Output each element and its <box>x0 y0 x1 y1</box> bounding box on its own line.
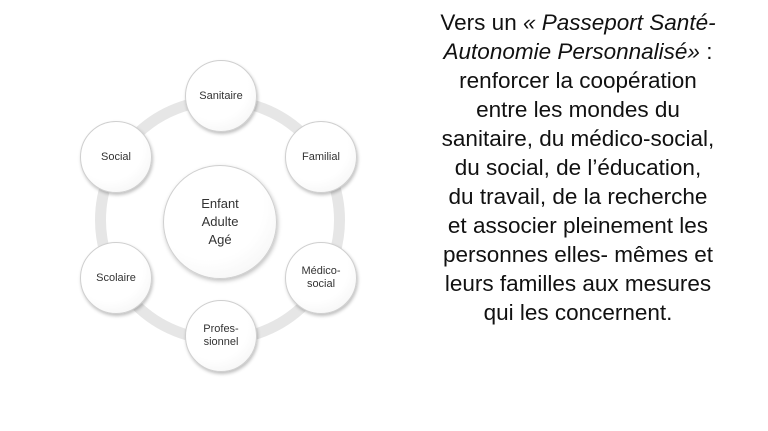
node-familial: Familial <box>285 121 357 193</box>
node-scolaire: Scolaire <box>80 242 152 314</box>
node-social: Social <box>80 121 152 193</box>
title-italic-1: « Passeport Santé- <box>522 10 716 35</box>
body-line: du social, de l’éducation, <box>454 155 702 180</box>
title-italic-2: Autonomie Personnalisé» <box>443 39 700 64</box>
body-line: du travail, de la recherche <box>448 184 708 209</box>
title-colon: : <box>699 39 713 64</box>
title-intro: Vers un <box>440 10 523 35</box>
node-medico-social: Médico- social <box>285 242 357 314</box>
title-line-1 <box>398 8 758 37</box>
node-sanitaire: Sanitaire <box>185 60 257 132</box>
center-label-enfant: Enfant <box>201 196 239 211</box>
center-label-age: Agé <box>208 232 232 247</box>
body-line: renforcer la coopération <box>459 68 697 93</box>
title-line-2 <box>398 37 758 66</box>
body-line: personnes elles- mêmes et <box>442 242 714 267</box>
body-line: sanitaire, du médico-social, <box>441 126 715 151</box>
body-line: leurs familles aux mesures <box>444 271 712 296</box>
center-label-adulte: Adulte <box>201 214 239 229</box>
cooperation-diagram <box>60 60 390 380</box>
body-line: entre les mondes du <box>476 97 680 122</box>
description-text <box>398 8 758 327</box>
body-line: qui les concernent. <box>483 300 673 325</box>
node-professionnel: Profes- sionnel <box>185 300 257 372</box>
center-node <box>163 165 277 279</box>
body-line: et associer pleinement les <box>447 213 709 238</box>
